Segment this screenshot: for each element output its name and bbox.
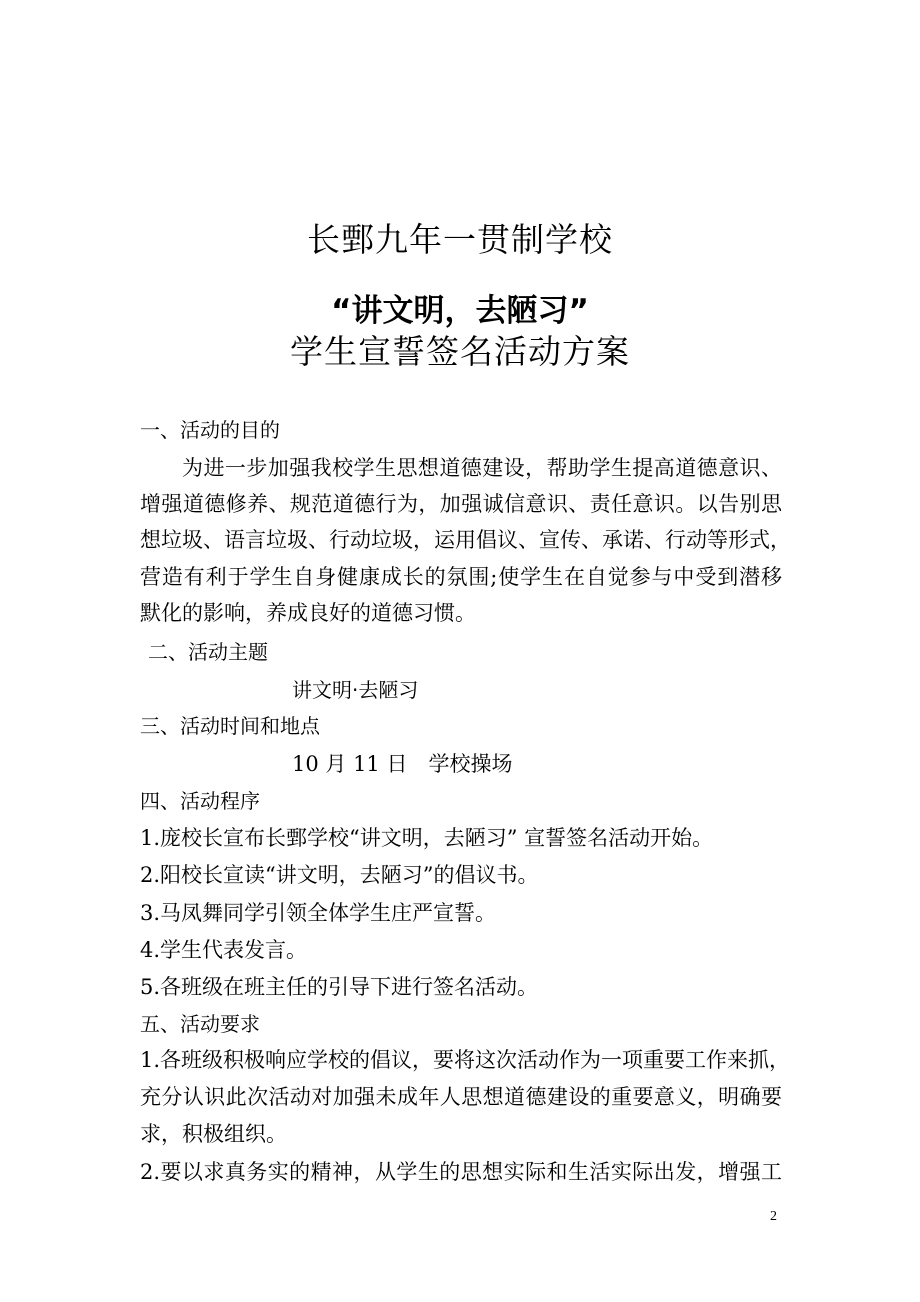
section-heading-requirements: 五、活动要求: [140, 1012, 260, 1036]
requirement-line: 1.各班级积极响应学校的倡议，要将这次活动作为一项重要工作来抓，: [140, 1048, 791, 1072]
requirement-line: 2.要以求真务实的精神，从学生的思想实际和生活实际出发，增强工: [140, 1160, 782, 1184]
procedure-item: 2.阳校长宣读“讲文明，去陋习”的倡议书。: [140, 863, 539, 887]
procedure-item: 3.马凤舞同学引领全体学生庄严宣誓。: [140, 901, 497, 925]
paragraph-line: 想垃圾、语言垃圾、行动垃圾，运用倡议、宣传、承诺、行动等形式，: [140, 528, 791, 552]
plan-title: 学生宣誓签名活动方案: [290, 332, 630, 371]
section-heading-theme: 二、活动主题: [148, 640, 268, 664]
paragraph-line: 默化的影响，养成良好的道德习惯。: [140, 601, 476, 625]
page-number: 2: [770, 1209, 777, 1224]
paragraph-line: 增强道德修养、规范道德行为，加强诚信意识、责任意识。以告别思: [140, 492, 782, 516]
section-heading-time-place: 三、活动时间和地点: [140, 714, 320, 738]
activity-theme: 讲文明·去陋习: [292, 678, 419, 702]
theme-title: “讲文明，去陋习”: [331, 293, 589, 329]
requirement-line: 充分认识此次活动对加强未成年人思想道德建设的重要意义，明确要: [140, 1085, 782, 1109]
section-heading-purpose: 一、活动的目的: [140, 418, 280, 442]
procedure-item: 5.各班级在班主任的引导下进行签名活动。: [140, 975, 539, 999]
paragraph-line: 为进一步加强我校学生思想道德建设，帮助学生提高道德意识、: [182, 456, 782, 480]
school-name: 长鄄九年一贯制学校: [307, 220, 613, 259]
requirement-line: 求，积极组织。: [140, 1122, 287, 1146]
procedure-item: 4.学生代表发言。: [140, 938, 308, 962]
activity-time-place: 10 月 11 日 学校操场: [292, 752, 513, 776]
procedure-item: 1.庞校长宣布长鄄学校“讲文明，去陋习” 宣誓签名活动开始。: [140, 826, 714, 850]
section-heading-procedure: 四、活动程序: [140, 789, 260, 813]
paragraph-line: 营造有利于学生自身健康成长的氛围;使学生在自觉参与中受到潜移: [140, 565, 782, 589]
